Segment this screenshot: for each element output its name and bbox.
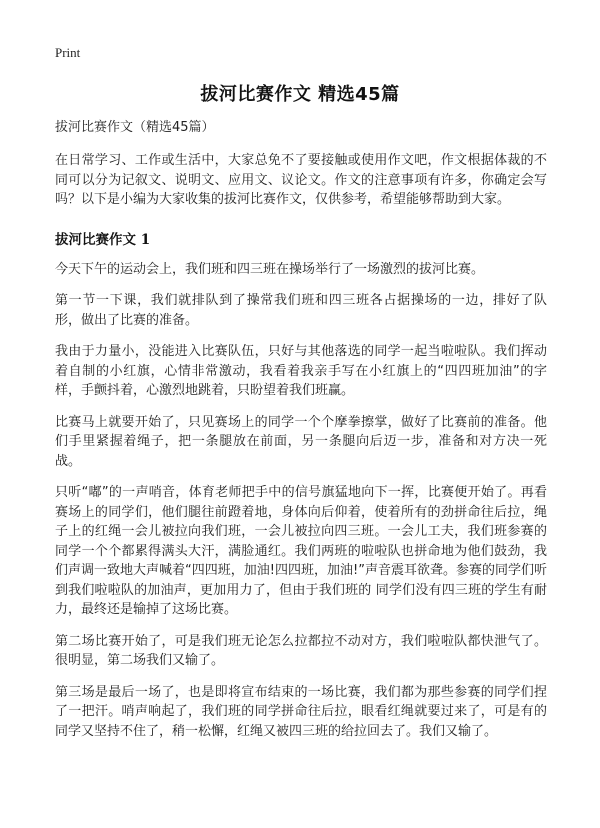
paragraph-2: 第一节一下课，我们就排队到了操常我们班和四三班各占据操场的一边，排好了队形，做出了比赛的准备。 [55,293,547,328]
paragraph-7: 第三场是最后一场了，也是即将宣布结束的一场比赛，我们都为那些参赛的同学们捏了一把汗。哨声响起了，我们班的同学拼命往后拉，眼看红绳就要过来了，可是有的同学又坚持不住了，稍一松懈，红绳又被四三班的给拉回去了。我们又输了。 [55,684,547,739]
article-body [55,118,547,753]
paragraph-4: 比赛马上就要开始了，只见赛场上的同学一个个摩拳擦掌，做好了比赛前的准备。他们手里紧握着绳子，把一条腿放在前面，另一条腿向后迈一步，准备和对方决一死战。 [55,414,547,469]
page-title: 拔河比赛作文 精选45篇 [200,84,400,105]
print-label: Print [55,45,81,60]
section-heading: 拔河比赛作文 1 [55,231,151,248]
paragraph-1: 今天下午的运动会上，我们班和四三班在操场举行了一场激烈的拔河比赛。 [55,261,485,277]
paragraph-6: 第二场比赛开始了，可是我们班无论怎么拉都拉不动对方，我们啦啦队都快泄气了。很明显，第二场我们又输了。 [55,633,547,668]
paragraph-3: 我由于力量小，没能进入比赛队伍，只好与其他落选的同学一起当啦啦队。我们挥动着自制的小红旗，心情非常激动，我看着我亲手写在小红旗上的“四四班加油”的字样，手颤抖着，心激烈地跳着，只盼望着我们班赢。 [55,344,547,398]
intro-paragraph: 在日常学习、工作或生活中，大家总免不了要接触或使用作文吧，作文根据体裁的不同可以分为记叙文、说明文、应用文、议论文。作文的注意事项有许多，你确定会写吗？以下是小编为大家收集的拔河比赛作文，仅供参考，希望能够帮助到大家。 [55,153,547,207]
paragraph-5: 只听“嘟”的一声哨音，体育老师把手中的信号旗猛地向下一挥，比赛便开始了。再看赛场上的同学们，他们腿往前蹬着地，身体向后仰着，使着所有的劲拼命往后拉，绳子上的红绳一会儿被拉向我们班，一会儿被拉向四三班。一会儿工夫，我们班参赛的同学一个个都累得满头大汗，满脸通红。我们两班的啦啦队也拼命地为他们鼓劲，我们声调一致地大声喊着“四四班，加油!四四班，加油!”声音震耳欲聋。参赛的同学们听到我们啦啦队的加油声，更加用力了，但由于我们班的 同学们没有四三班的学生有耐力，最终还是输掉了这场比赛。 [55,485,547,617]
article-subtitle: 拔河比赛作文（精选45篇） [55,120,215,135]
